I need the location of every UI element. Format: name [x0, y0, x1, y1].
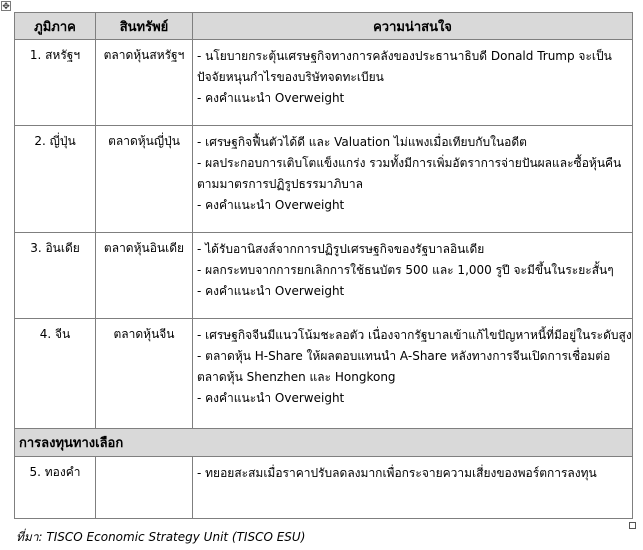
interest-line: - คงคำแนะนำ Overweight — [197, 198, 345, 212]
interest-cell — [193, 319, 633, 429]
interest-line: ตลาดหุ้น Shenzhen และ Hongkong — [197, 370, 396, 384]
region-cell: 4. จีน — [15, 319, 96, 429]
interest-line: - คงคำแนะนำ Overweight — [197, 91, 345, 105]
region-cell: 5. ทองคำ — [15, 457, 96, 519]
interest-cell — [193, 457, 633, 519]
interest-line: - ผลประกอบการเติบโตแข็งแกร่ง รวมทั้งมีการเพิ่มอัตราการจ่ายปันผลและซื้อหุ้นคืน — [197, 156, 622, 170]
section-row — [15, 429, 633, 457]
interest-line: - คงคำแนะนำ Overweight — [197, 284, 345, 298]
interest-cell — [193, 126, 633, 233]
table-resize-handle-icon[interactable] — [629, 522, 636, 529]
source-note: ที่มา: TISCO Economic Strategy Unit (TISCO ESU) — [16, 530, 306, 544]
region-cell: 2. ญี่ปุ่น — [15, 126, 96, 233]
region-cell: 1. สหรัฐฯ — [15, 40, 96, 126]
table-row — [15, 457, 633, 519]
interest-line: - เศรษฐกิจฟื้นตัวได้ดี และ Valuation ไม่แพงเมื่อเทียบกับในอดีต — [197, 135, 527, 149]
table-row — [15, 126, 633, 233]
table-header-row — [15, 13, 633, 40]
table-row — [15, 319, 633, 429]
interest-line: - ผลกระทบจากการยกเลิกการใช้ธนบัตร 500 และ 1,000 รูปี จะมีขึ้นในระยะสั้นๆ — [197, 263, 614, 277]
table-row — [15, 233, 633, 319]
interest-line: - นโยบายกระตุ้นเศรษฐกิจทางการคลังของประธานาธิบดี Donald Trump จะเป็น — [197, 49, 612, 63]
section-title: การลงทุนทางเลือก — [15, 429, 633, 457]
table-move-handle-icon[interactable]: ✥ — [2, 2, 10, 12]
interest-line: ปัจจัยหนุนกำไรของบริษัทจดทะเบียน — [197, 70, 384, 84]
header-asset: สินทรัพย์ — [96, 13, 193, 40]
asset-cell — [96, 457, 193, 519]
region-cell: 3. อินเดีย — [15, 233, 96, 319]
interest-line: - ทยอยสะสมเมื่อราคาปรับลดลงมากเพื่อกระจายความเสี่ยงของพอร์ตการลงทุน — [197, 466, 597, 480]
interest-cell — [193, 233, 633, 319]
interest-line: - ได้รับอานิสงส์จากการปฏิรูปเศรษฐกิจของรัฐบาลอินเดีย — [197, 242, 485, 256]
asset-cell: ตลาดหุ้นสหรัฐฯ — [96, 40, 193, 126]
interest-line: ตามมาตรการปฏิรูปธรรมาภิบาล — [197, 177, 363, 191]
asset-cell: ตลาดหุ้นญี่ปุ่น — [96, 126, 193, 233]
interest-line: - เศรษฐกิจจีนมีแนวโน้มชะลอตัว เนื่องจากรัฐบาลเข้าแก้ไขปัญหาหนี้ที่มีอยู่ในระดับสูง — [197, 328, 632, 342]
interest-line: - ตลาดหุ้น H-Share ให้ผลตอบแทนนำ A-Share หลังทางการจีนเปิดการเชื่อมต่อ — [197, 349, 611, 363]
interest-line: - คงคำแนะนำ Overweight — [197, 391, 345, 405]
table-row — [15, 40, 633, 126]
asset-cell: ตลาดหุ้นจีน — [96, 319, 193, 429]
header-region: ภูมิภาค — [15, 13, 96, 40]
investment-table — [14, 12, 633, 519]
asset-cell: ตลาดหุ้นอินเดีย — [96, 233, 193, 319]
header-interest: ความน่าสนใจ — [193, 13, 633, 40]
interest-cell — [193, 40, 633, 126]
